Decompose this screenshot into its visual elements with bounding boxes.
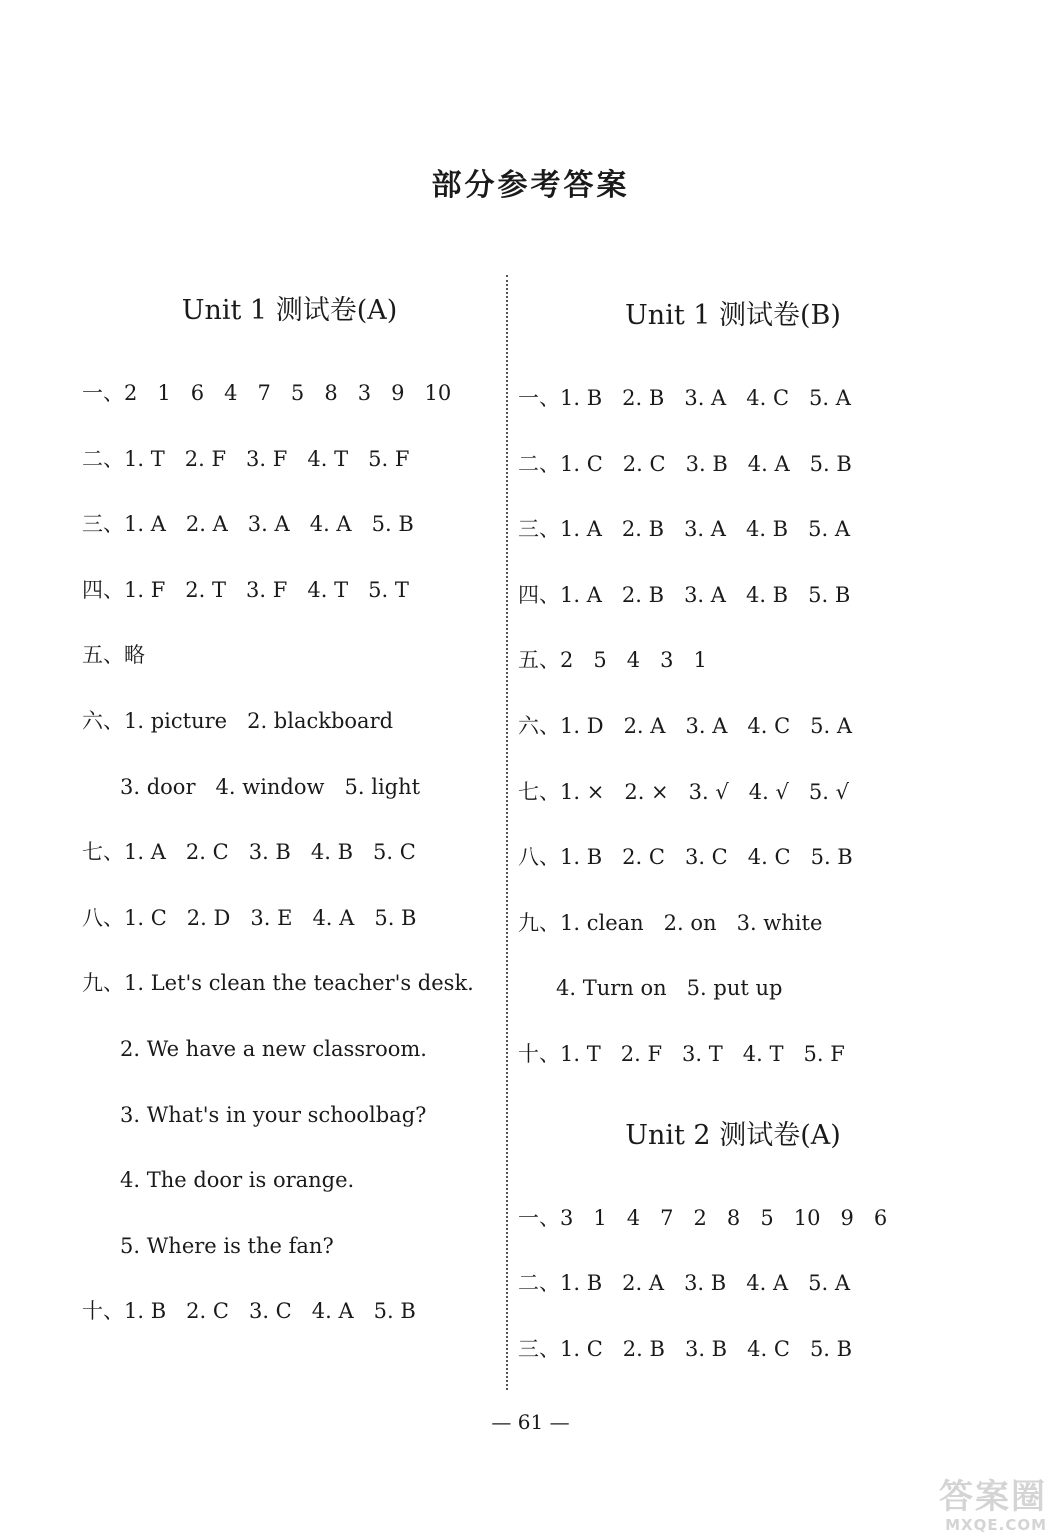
answer-line: 六、1. picture 2. blackboard bbox=[82, 708, 394, 733]
answer-line: 3. What's in your schoolbag? bbox=[120, 1102, 427, 1127]
answer-line: 十、1. B 2. C 3. C 4. A 5. B bbox=[82, 1299, 416, 1324]
answer-line: 五、2 5 4 3 1 bbox=[518, 648, 707, 673]
watermark-logo bbox=[907, 1478, 1047, 1534]
answer-line: 四、1. F 2. T 3. F 4. T 5. T bbox=[82, 577, 409, 602]
answer-line: 2. We have a new classroom. bbox=[120, 1036, 427, 1061]
answer-line: 四、1. A 2. B 3. A 4. B 5. B bbox=[518, 582, 851, 607]
answer-line: 3. door 4. window 5. light bbox=[120, 774, 421, 799]
answer-line: 五、略 bbox=[82, 643, 145, 668]
watermark-sub-text: MXQE.COM bbox=[945, 1516, 1047, 1534]
left-column bbox=[82, 285, 497, 1357]
answer-line: 4. The door is orange. bbox=[120, 1168, 355, 1193]
answer-line: 六、1. D 2. A 3. A 4. C 5. A bbox=[518, 713, 853, 738]
answer-line: 4. Turn on 5. put up bbox=[556, 976, 783, 1001]
answer-line: 一、3 1 4 7 2 8 5 10 9 6 bbox=[518, 1205, 888, 1230]
answer-line: 三、1. C 2. B 3. B 4. C 5. B bbox=[518, 1336, 853, 1361]
answer-line: 八、1. B 2. C 3. C 4. C 5. B bbox=[518, 845, 853, 870]
answer-line: 二、1. C 2. C 3. B 4. A 5. B bbox=[518, 451, 852, 476]
answer-line: 二、1. T 2. F 3. F 4. T 5. F bbox=[82, 446, 410, 471]
answer-line: 八、1. C 2. D 3. E 4. A 5. B bbox=[82, 905, 417, 930]
answer-line: 一、2 1 6 4 7 5 8 3 9 10 bbox=[82, 381, 452, 405]
answer-line: 十、1. T 2. F 3. T 4. T 5. F bbox=[518, 1041, 845, 1066]
column-divider bbox=[506, 275, 508, 1390]
answer-line: 七、1. A 2. C 3. B 4. B 5. C bbox=[82, 840, 416, 865]
answer-line: 一、1. B 2. B 3. A 4. C 5. A bbox=[518, 386, 851, 410]
unit1-b-heading: Unit 1 测试卷(B) bbox=[625, 300, 841, 331]
page-title: 部分参考答案 bbox=[431, 168, 630, 203]
watermark-main-text: 答案圈 bbox=[939, 1477, 1047, 1517]
answer-line: 5. Where is the fan? bbox=[120, 1233, 334, 1258]
answer-line: 三、1. A 2. A 3. A 4. A 5. B bbox=[82, 512, 414, 537]
answer-line: 二、1. B 2. A 3. B 4. A 5. A bbox=[518, 1271, 851, 1296]
right-column bbox=[518, 290, 948, 1394]
answer-line: 三、1. A 2. B 3. A 4. B 5. A bbox=[518, 517, 851, 542]
answer-line: 九、1. Let's clean the teacher's desk. bbox=[82, 971, 474, 996]
answer-line: 九、1. clean 2. on 3. white bbox=[518, 910, 823, 935]
page-number: — 61 — bbox=[491, 1410, 570, 1434]
answer-line: 七、1. × 2. × 3. √ 4. √ 5. √ bbox=[518, 779, 849, 804]
unit1-a-heading: Unit 1 测试卷(A) bbox=[181, 295, 398, 326]
unit2-a-heading: Unit 2 测试卷(A) bbox=[625, 1119, 841, 1151]
